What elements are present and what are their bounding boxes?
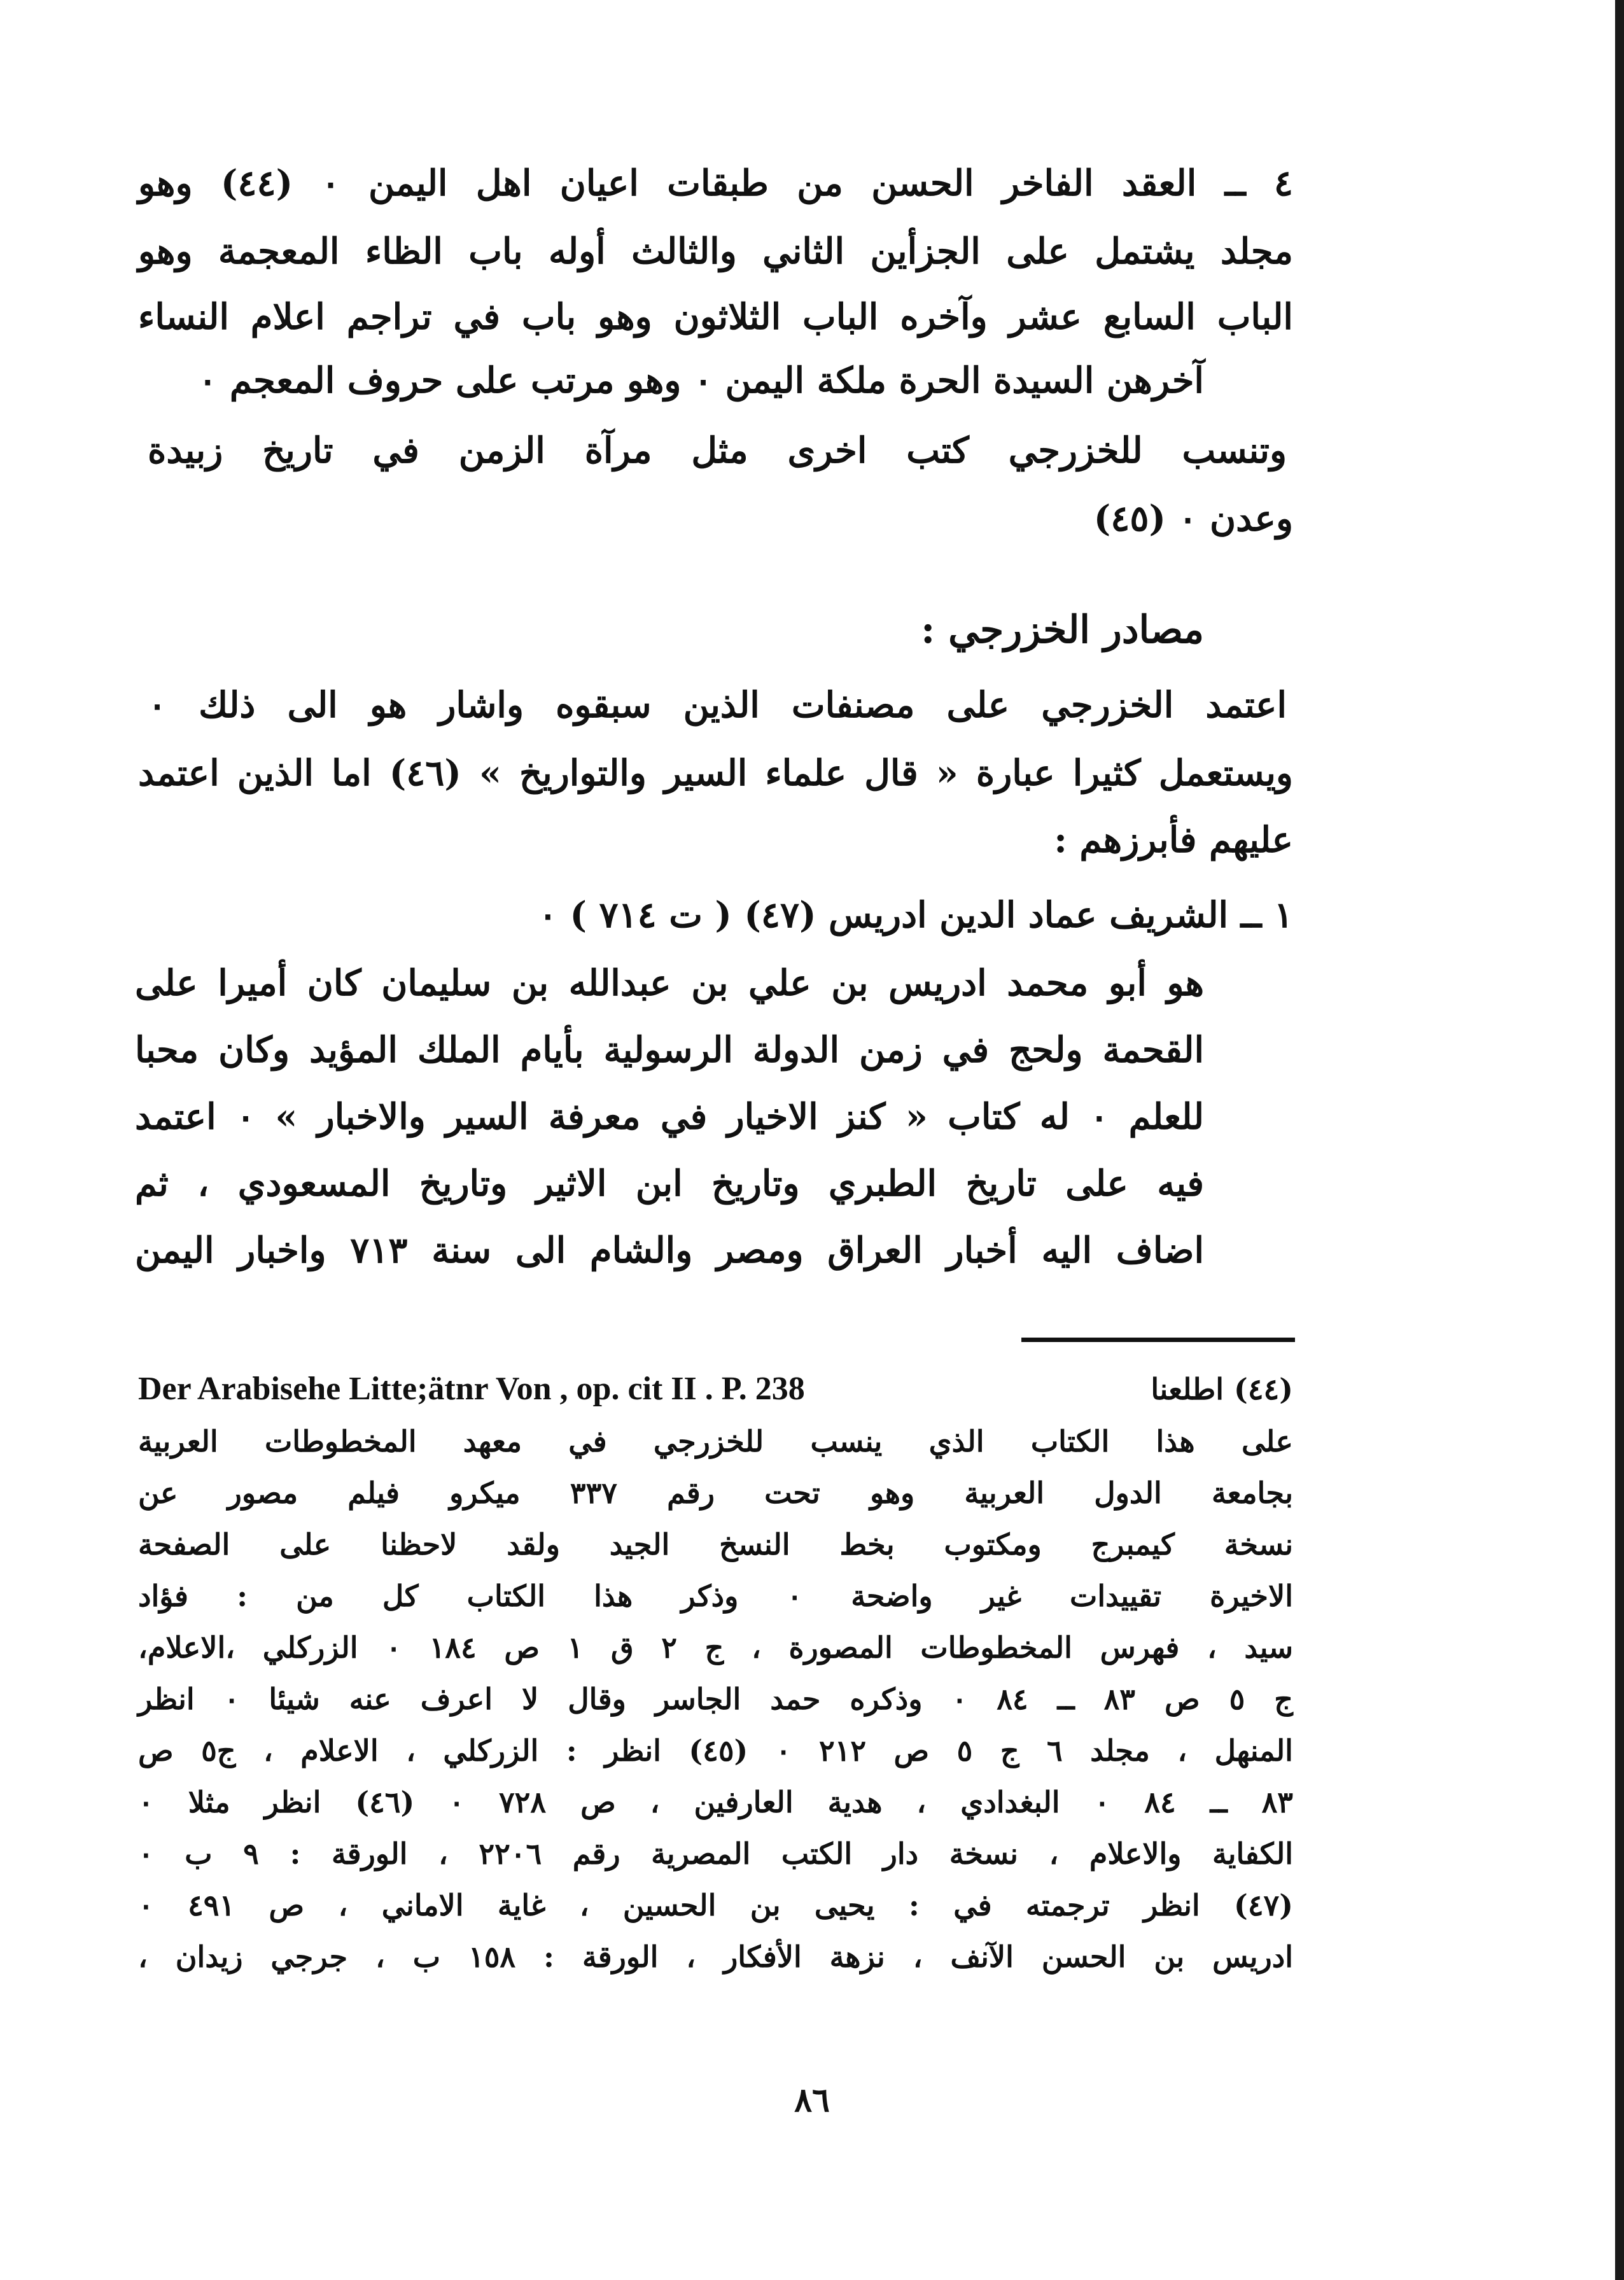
footnote-line: ادريس بن الحسن الآنف ، نزهة الأفكار ، الورقة : ١٥٨ ب ، جرجي زيدان ، [138, 1940, 1293, 1974]
footnote-line: الاخيرة تقييدات غير واضحة ٠ وذكر هذا الكتاب كل من : فؤاد [138, 1579, 1293, 1613]
text-line: مجلد يشتمل على الجزأين الثاني والثالث أوله باب الظاء المعجمة وهو [138, 230, 1293, 272]
text-line: ويستعمل كثيرا عبارة « قال علماء السير والتواريخ » (٤٦) اما الذين اعتمد [138, 752, 1293, 794]
footnote-line: ج ٥ ص ٨٣ ــ ٨٤ ٠ وذكره حمد الجاسر وقال لا اعرف عنه شيئا ٠ انظر [138, 1682, 1293, 1716]
page-number: ٨٦ [794, 2081, 830, 2120]
footnote-latin-citation: Der Arabisehe Litte;ätnr Von , op. cit II . P. 238 [138, 1371, 805, 1407]
text-line: وعدن ٠ (٤٥) [1093, 498, 1293, 540]
text-line: اعتمد الخزرجي على مصنفات الذين سبقوه واشار هو الى ذلك ٠ [148, 684, 1287, 726]
text-line: اضاف اليه أخبار العراق ومصر والشام الى سنة ٧١٣ واخبار اليمن [135, 1229, 1205, 1271]
text-line: للعلم ٠ له كتاب « كنز الاخيار في معرفة السير والاخبار » ٠ اعتمد [135, 1096, 1205, 1138]
text-line: هو أبو محمد ادريس بن علي بن عبدالله بن سليمان كان أميرا على [135, 962, 1204, 1004]
text-line: آخرهن السيدة الحرة ملكة اليمن ٠ وهو مرتب على حروف المعجم ٠ [198, 360, 1204, 402]
footnote-line: نسخة كيمبرج ومكتوب بخط النسخ الجيد ولقد لاحظنا على الصفحة [138, 1527, 1293, 1562]
text-line: الباب السابع عشر وآخره الباب الثلاثون وهو باب في تراجم اعلام النساء [138, 296, 1293, 338]
text-line: ٤ ــ العقد الفاخر الحسن من طبقات اعيان اهل اليمن ٠ (٤٤) وهو [138, 162, 1293, 204]
section-heading: مصادر الخزرجي : [921, 608, 1204, 652]
source-item-title: ١ ــ الشريف عماد الدين ادريس (٤٧) ( ت ٧١٤ ) ٠ [538, 894, 1293, 936]
footnote-line: ٨٣ ــ ٨٤ ٠ البغدادي ، هدية العارفين ، ص ٧٢٨ ٠ (٤٦) انظر مثلا ٠ [138, 1785, 1293, 1819]
footnote-line: بجامعة الدول العربية وهو تحت رقم ٣٣٧ ميكرو فيلم مصور عن [138, 1476, 1294, 1510]
footnote-line: (٤٧) انظر ترجمته في : يحيى بن الحسين ، غاية الاماني ، ص ٤٩١ ٠ [138, 1888, 1294, 1922]
footnote-line: على هذا الكتاب الذي ينسب للخزرجي في معهد المخطوطات العربية [138, 1424, 1293, 1458]
footnote-line: سيد ، فهرس المخطوطات المصورة ، ج ٢ ق ١ ص ١٨٤ ٠ الزركلي ،الاعلام، [138, 1630, 1293, 1665]
footnote-arabic-start: (٤٤) اطلعنا [1151, 1372, 1293, 1406]
text-line: وتنسب للخزرجي كتب اخرى مثل مرآة الزمن في تاريخ زبيدة [148, 430, 1287, 472]
text-line: فيه على تاريخ الطبري وتاريخ ابن الاثير وتاريخ المسعودي ، ثم [135, 1163, 1204, 1205]
footnote-line: المنهل ، مجلد ٦ ج ٥ ص ٢١٢ ٠ (٤٥) انظر : الزركلي ، الاعلام ، ج٥ ص [138, 1733, 1293, 1768]
footnote-first-line [138, 1368, 1293, 1419]
footnote-separator [1021, 1338, 1295, 1342]
text-line: عليهم فأبرزهم : [1054, 819, 1293, 861]
scan-edge-border [1615, 0, 1624, 2280]
footnote-line: الكفاية والاعلام ، نسخة دار الكتب المصرية رقم ٢٢٠٦ ، الورقة : ٩ ب ٠ [138, 1836, 1293, 1871]
text-line: القحمة ولحج في زمن الدولة الرسولية بأيام الملك المؤيد وكان محبا [135, 1029, 1204, 1071]
